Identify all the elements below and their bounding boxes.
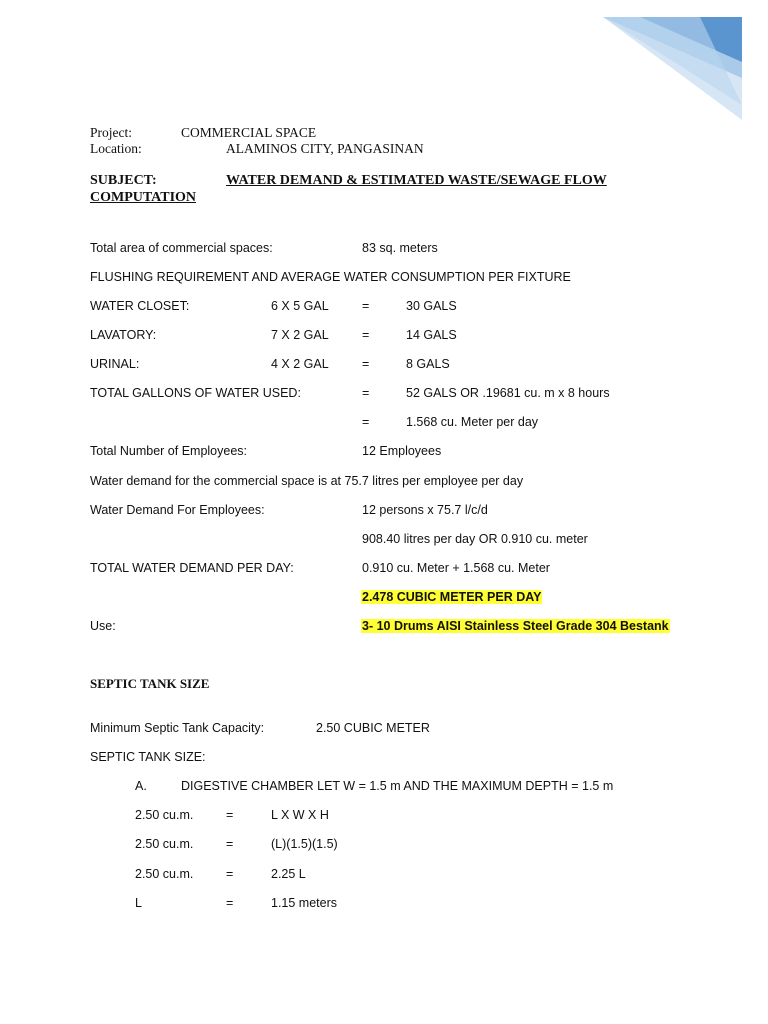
demand-employees-value: 12 persons x 75.7 l/c/d	[362, 503, 488, 517]
per-day-value: 1.568 cu. Meter per day	[406, 415, 539, 429]
total-demand-label: TOTAL WATER DEMAND PER DAY:	[90, 561, 294, 575]
total-gallons-value: 52 GALS OR .19681 cu. m x 8 hours	[406, 386, 610, 400]
min-capacity-label: Minimum Septic Tank Capacity:	[90, 721, 265, 735]
item-letter: A.	[135, 779, 147, 793]
calc-equals: =	[226, 896, 234, 910]
project-value: COMMERCIAL SPACE	[181, 125, 317, 140]
demand-note: Water demand for the commercial space is at 75.7 litres per employee per day	[90, 474, 524, 488]
subject-label: SUBJECT:	[90, 173, 157, 188]
fixture-name: LAVATORY:	[90, 328, 157, 342]
septic-heading: SEPTIC TANK SIZE	[90, 676, 210, 691]
calc-left: 2.50 cu.m.	[135, 808, 194, 822]
calc-right: 1.15 meters	[271, 896, 338, 910]
fixture-calc: 6 X 5 GAL	[271, 299, 329, 313]
calc-equals: =	[226, 808, 234, 822]
project-label: Project:	[90, 125, 132, 140]
calc-equals: =	[226, 867, 234, 881]
calc-right: (L)(1.5)(1.5)	[271, 837, 338, 851]
corner-decoration	[0, 0, 768, 130]
use-label: Use:	[90, 619, 116, 633]
subject-line1: WATER DEMAND & ESTIMATED WASTE/SEWAGE FLOW	[226, 173, 607, 188]
location-label: Location:	[90, 141, 142, 156]
fixture-result: 14 GALS	[406, 328, 457, 342]
calc-left: 2.50 cu.m.	[135, 867, 194, 881]
fixture-calc: 4 X 2 GAL	[271, 357, 329, 371]
location-value: ALAMINOS CITY, PANGASINAN	[226, 141, 424, 156]
flushing-heading: FLUSHING REQUIREMENT AND AVERAGE WATER CONSUMPTION PER FIXTURE	[90, 270, 571, 284]
fixture-equals: =	[362, 357, 370, 371]
total-gallons-label: TOTAL GALLONS OF WATER USED:	[90, 386, 301, 400]
fixture-result: 8 GALS	[406, 357, 450, 371]
min-capacity-value: 2.50 CUBIC METER	[316, 721, 430, 735]
fixture-name: URINAL:	[90, 357, 140, 371]
employees-value: 12 Employees	[362, 444, 442, 458]
total-demand-result: 2.478 CUBIC METER PER DAY	[362, 590, 542, 604]
calc-equals: =	[226, 837, 234, 851]
fixture-calc: 7 X 2 GAL	[271, 328, 329, 342]
septic-size-label: SEPTIC TANK SIZE:	[90, 750, 206, 764]
fixture-equals: =	[362, 299, 370, 313]
employees-label: Total Number of Employees:	[90, 444, 248, 458]
fixture-name: WATER CLOSET:	[90, 299, 190, 313]
total-area-value: 83 sq. meters	[362, 241, 438, 255]
demand-employees-label: Water Demand For Employees:	[90, 503, 265, 517]
demand-employees-value2: 908.40 litres per day OR 0.910 cu. meter	[362, 532, 588, 546]
total-gallons-equals: =	[362, 386, 370, 400]
item-text: DIGESTIVE CHAMBER LET W = 1.5 m AND THE MAXIMUM DEPTH = 1.5 m	[181, 779, 614, 793]
calc-right: L X W X H	[271, 808, 329, 822]
calc-right: 2.25 L	[271, 867, 306, 881]
fixture-result: 30 GALS	[406, 299, 457, 313]
per-day-equals: =	[362, 415, 370, 429]
calc-left: 2.50 cu.m.	[135, 837, 194, 851]
calc-left: L	[135, 896, 142, 910]
total-demand-value: 0.910 cu. Meter + 1.568 cu. Meter	[362, 561, 550, 575]
use-value: 3- 10 Drums AISI Stainless Steel Grade 304 Bestank	[362, 619, 669, 633]
subject-line2: COMPUTATION	[90, 190, 197, 205]
total-area-label: Total area of commercial spaces:	[90, 241, 273, 255]
fixture-equals: =	[362, 328, 370, 342]
